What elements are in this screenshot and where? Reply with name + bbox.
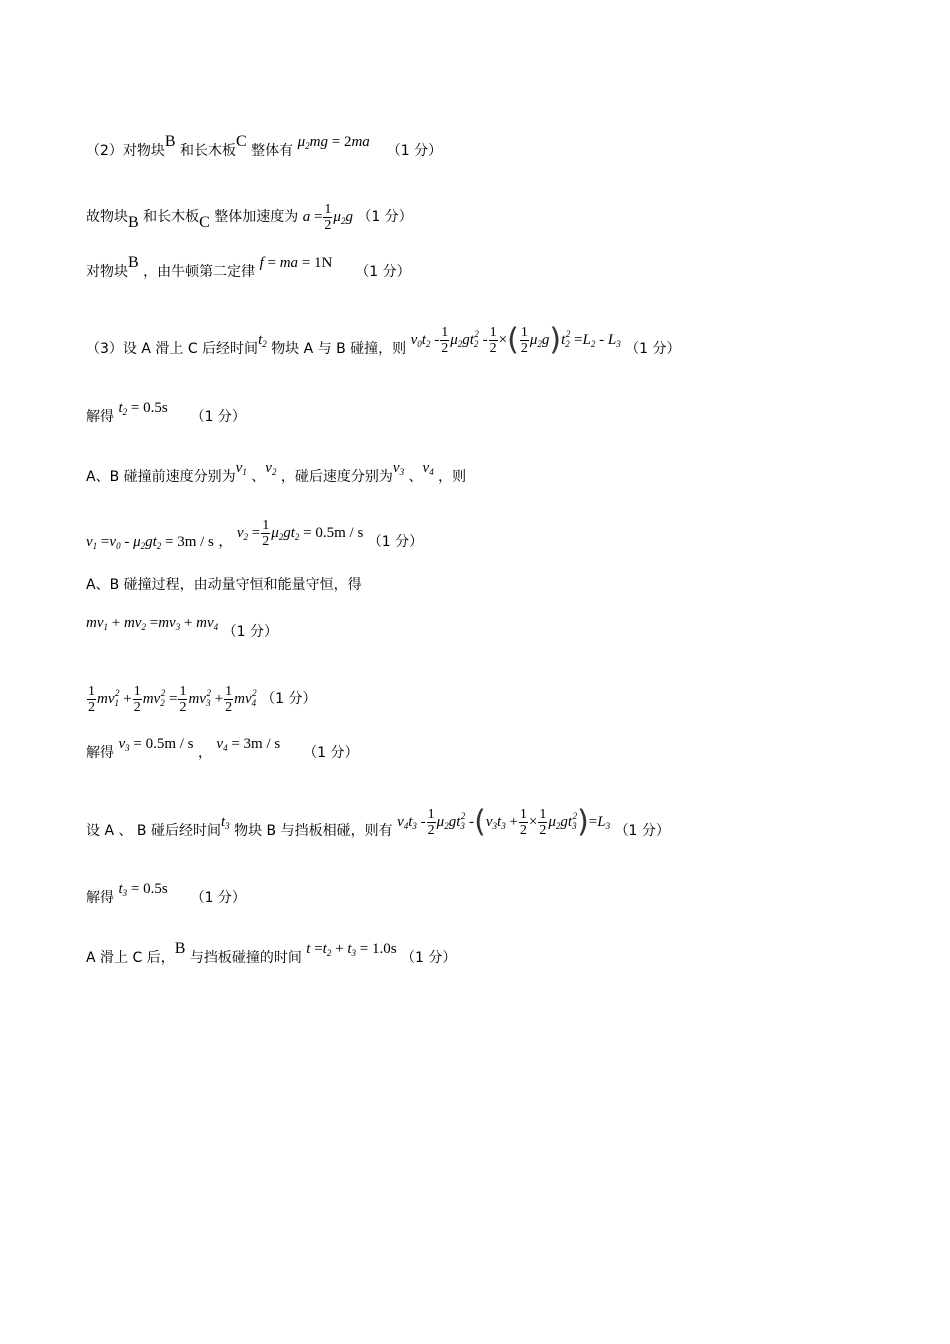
text: 和长木板: [143, 208, 200, 225]
line-4: [86, 322, 681, 365]
score: （1 分）: [400, 950, 457, 966]
score: （1 分）: [625, 341, 681, 357]
block-label-b: B: [128, 254, 139, 271]
equation-v3: $v_3 = 0.5m / s$: [118, 736, 194, 753]
text: 和长木板: [180, 143, 237, 159]
block-label-b: B: [164, 133, 176, 150]
text: ，由牛顿第二定律: [143, 264, 256, 280]
equation-t3-relation: $v_4t_3$ - $\frac{1}{2}$ $\mu_2gt_3^2$ $-(v_3t_3$ + $\frac{1}{2}$ × $\frac{1}{2}$ $\mu_2gt_3^2)=L_3$: [397, 804, 611, 840]
score: （1 分）: [190, 409, 246, 425]
board-label-c: C: [236, 133, 247, 150]
score: （1 分）: [190, 890, 246, 906]
equation-t3-value: $t_3 = 0.5s$: [118, 881, 168, 898]
equation-t2-relation: $v_0t_2$ - $\frac{1}{2}$ $\mu_2gt_2^2$ - $\frac{1}{2}$ ×( $\frac{1}{2}$ $\mu_2g)t_2^2 =L_2 - L_3$: [410, 322, 621, 358]
text: 故物块: [86, 208, 128, 225]
time-t3: $t_3$: [220, 814, 230, 831]
line-3: [86, 254, 411, 282]
text: 整体加速度为: [214, 208, 299, 225]
text: A、B 碰撞过程，由动量守恒和能量守恒，得: [86, 577, 362, 593]
score: （1 分）: [367, 533, 424, 550]
text: 解得: [86, 745, 114, 761]
text: 与挡板碰撞的时间: [189, 950, 302, 966]
score: （1 分）: [222, 624, 278, 640]
text: （2）对物块: [86, 143, 165, 159]
velocity-v1: $v_1$: [235, 460, 247, 477]
text: 物块 A 与 B 碰撞，则: [271, 341, 407, 357]
score: （1 分）: [355, 264, 411, 280]
line-11: [86, 736, 359, 767]
text: 设 A 、 B 碰后经时间: [86, 823, 221, 839]
text: A、B 碰撞前速度分别为: [86, 469, 236, 485]
equation-t2-value: $t_2 = 0.5s$: [118, 400, 168, 417]
line-1: [86, 133, 443, 165]
velocity-v2: $v_2$: [265, 460, 277, 477]
score: （1 分）: [261, 691, 317, 707]
equation-v4: $v_4 = 3m / s$: [216, 736, 281, 753]
equation-energy: $\frac{1}{2}$ $mv_1^2$ + $\frac{1}{2}$ $mv_2^2$ = $\frac{1}{2}$ $mv_3^2$ + $\frac{1}{2}$ $mv_4^2$: [88, 684, 257, 716]
score: （1 分）: [357, 208, 413, 225]
text: （3）设 A 滑上 C 后经时间: [86, 341, 259, 357]
score: （1 分）: [303, 745, 359, 761]
block-label-b: B: [128, 213, 139, 231]
equation-v1: $v_1 =v_0 - \mu_2gt_2 = 3m / s$: [86, 533, 214, 551]
line-12: [86, 804, 670, 847]
text: ，: [218, 533, 233, 550]
equation-force: f = ma = 1N: [259, 255, 333, 271]
time-t2: $t_2$: [258, 332, 267, 349]
line-13: [86, 881, 246, 912]
score: （1 分）: [614, 823, 670, 839]
text: 物块 B 与挡板相碰，则有: [234, 823, 393, 839]
line-2: [86, 202, 413, 233]
velocity-v3: $v_3$: [392, 460, 405, 477]
line-10: [86, 683, 316, 715]
text: 解得: [86, 890, 114, 906]
equation-accel: a = $\frac{1}{2}$ $\mu_2g$: [302, 202, 353, 233]
text: 整体有: [251, 143, 294, 159]
line-7: [86, 518, 424, 558]
text: 、: [251, 469, 266, 485]
score: （1 分）: [386, 143, 443, 159]
equation-mu2mg: $\mu_2mg = 2ma$: [297, 134, 370, 151]
line-9: [86, 615, 278, 646]
text: ，: [197, 745, 212, 761]
text: 对物块: [86, 264, 128, 280]
text: A 滑上 C 后，: [86, 950, 175, 966]
line-5: [86, 400, 246, 431]
line-14: [86, 940, 457, 972]
text: ，则: [438, 469, 467, 485]
line-6: [86, 460, 467, 491]
board-label-c: C: [199, 213, 210, 231]
equation-t-total: $t =t_2 + t_3 = 1.0s$: [306, 941, 397, 958]
equation-v2: $v_2$ = $\frac{1}{2}$ $\mu_2gt_2 = 0.5m / s$: [236, 518, 364, 549]
equation-momentum: $mv_1 + mv_2 =mv_3 + mv_4$: [86, 615, 219, 632]
text: 解得: [86, 409, 114, 425]
text: ，碰后速度分别为: [280, 469, 393, 485]
line-8: [86, 575, 362, 595]
velocity-v4: $v_4$: [422, 460, 434, 477]
block-label-b: B: [174, 940, 186, 957]
text: 、: [408, 469, 423, 485]
